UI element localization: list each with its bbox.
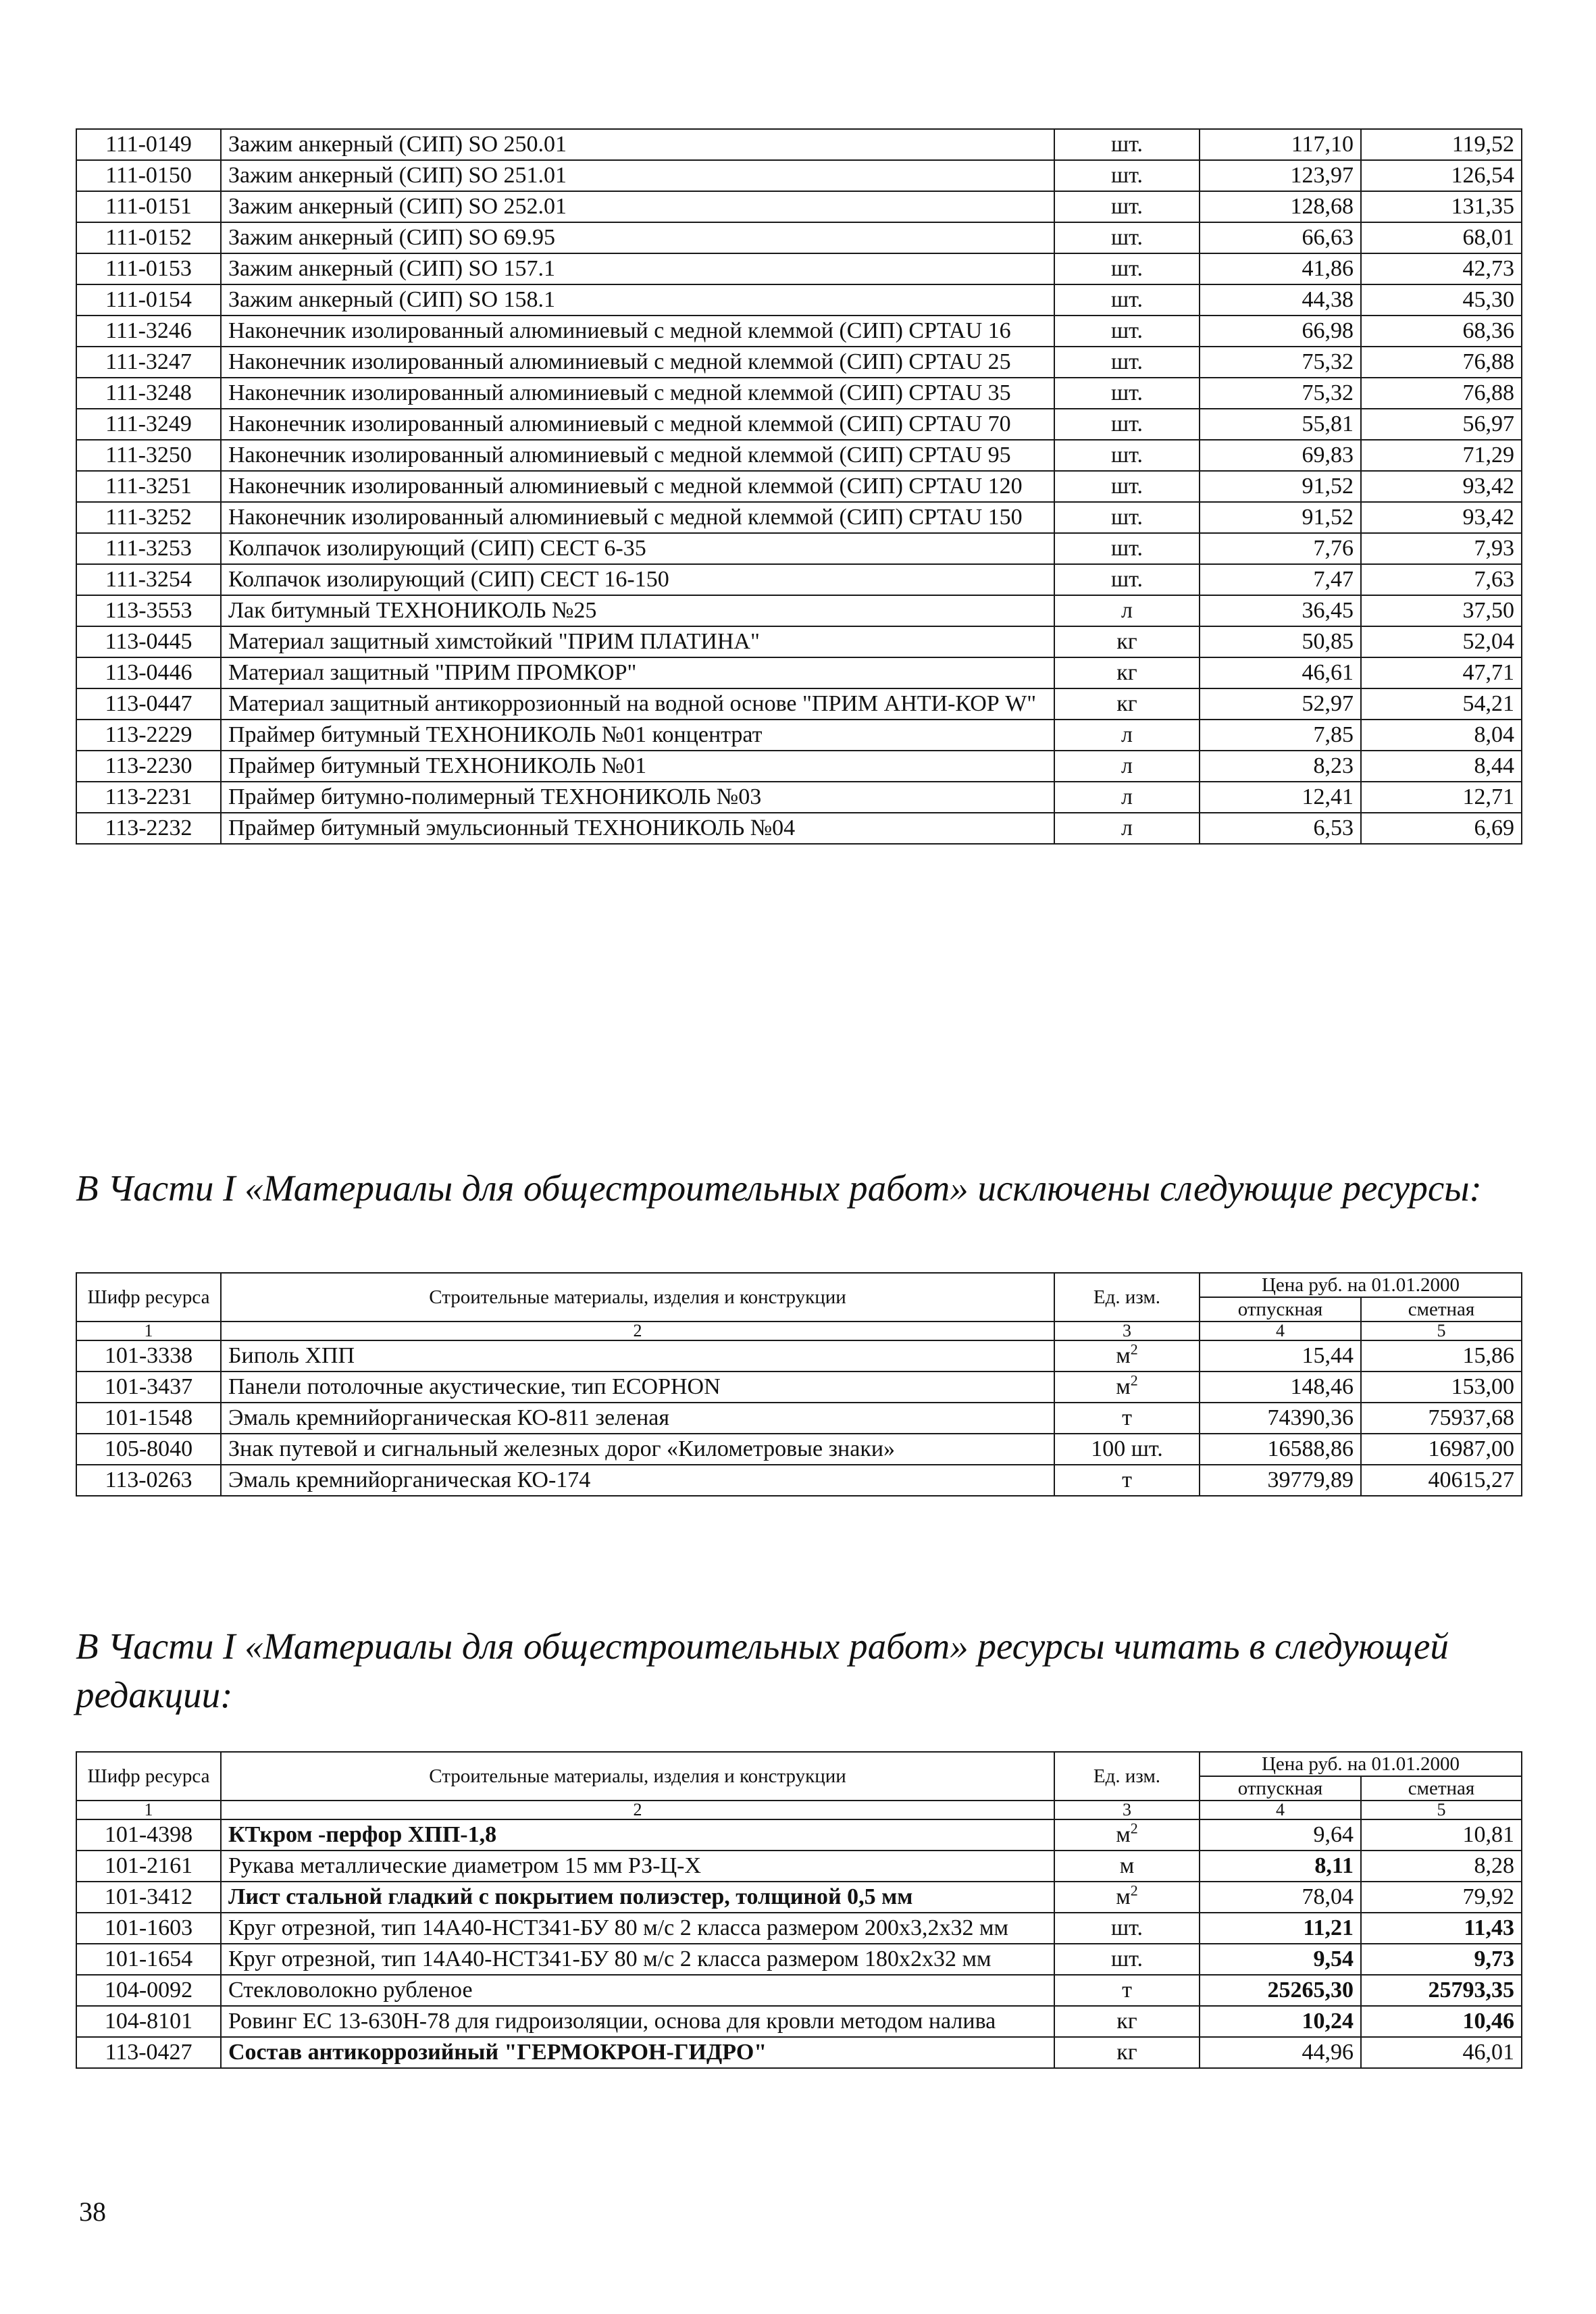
unit-of-measure <box>1054 1882 1200 1913</box>
resource-code: 113-0447 <box>76 688 221 720</box>
release-price: 69,83 <box>1200 440 1361 471</box>
unit-of-measure <box>1054 409 1200 440</box>
release-price: 11,21 <box>1200 1913 1361 1944</box>
release-price: 74390,36 <box>1200 1403 1361 1434</box>
release-price: 6,53 <box>1200 813 1361 844</box>
column-index: 5 <box>1361 1322 1522 1340</box>
estimate-price: 68,36 <box>1361 316 1522 347</box>
estimate-price: 46,01 <box>1361 2037 1522 2068</box>
estimate-price: 15,86 <box>1361 1340 1522 1372</box>
material-name: Знак путевой и сигнальный железных дорог «Километровые знаки» <box>221 1434 1054 1465</box>
unit-text: кг <box>1116 629 1137 654</box>
table-row <box>76 1434 1522 1465</box>
estimate-price: 76,88 <box>1361 378 1522 409</box>
table-row <box>76 1465 1522 1496</box>
table-row <box>76 1975 1522 2006</box>
release-price: 55,81 <box>1200 409 1361 440</box>
table-row <box>76 191 1522 222</box>
unit-of-measure <box>1054 440 1200 471</box>
material-name: Праймер битумный ТЕХНОНИКОЛЬ №01 <box>221 751 1054 782</box>
release-price: 44,96 <box>1200 2037 1361 2068</box>
release-price: 9,64 <box>1200 1819 1361 1851</box>
release-price: 7,85 <box>1200 720 1361 751</box>
unit-text: шт. <box>1111 1946 1143 1971</box>
release-price: 52,97 <box>1200 688 1361 720</box>
table-row <box>76 1882 1522 1913</box>
release-price: 78,04 <box>1200 1882 1361 1913</box>
estimate-price: 8,28 <box>1361 1851 1522 1882</box>
release-price: 66,63 <box>1200 222 1361 253</box>
table-row <box>76 533 1522 564</box>
release-price: 8,11 <box>1200 1851 1361 1882</box>
release-price: 7,47 <box>1200 564 1361 595</box>
header-price-release: отпускная <box>1200 1776 1361 1801</box>
release-price: 91,52 <box>1200 471 1361 502</box>
table-row <box>76 657 1522 688</box>
resource-code: 111-0150 <box>76 160 221 191</box>
resource-code: 113-0446 <box>76 657 221 688</box>
column-index: 2 <box>221 1322 1054 1340</box>
estimate-price: 25793,35 <box>1361 1975 1522 2006</box>
table-row <box>76 1403 1522 1434</box>
unit-text: шт. <box>1111 287 1143 312</box>
unit-of-measure <box>1054 471 1200 502</box>
unit-of-measure <box>1054 1851 1200 1882</box>
unit-text: шт. <box>1111 411 1143 436</box>
estimate-price: 153,00 <box>1361 1372 1522 1403</box>
resource-code: 111-3249 <box>76 409 221 440</box>
unit-of-measure <box>1054 347 1200 378</box>
unit-of-measure <box>1054 751 1200 782</box>
unit-text: м <box>1116 1374 1131 1399</box>
release-price: 75,32 <box>1200 347 1361 378</box>
table-row <box>76 751 1522 782</box>
release-price: 7,76 <box>1200 533 1361 564</box>
table-row <box>76 471 1522 502</box>
release-price: 66,98 <box>1200 316 1361 347</box>
estimate-price: 47,71 <box>1361 657 1522 688</box>
unit-text: шт. <box>1111 380 1143 405</box>
estimate-price: 56,97 <box>1361 409 1522 440</box>
material-name: Зажим анкерный (СИП) SO 157.1 <box>221 253 1054 284</box>
materials-table-continued <box>76 128 1522 845</box>
table-row <box>76 595 1522 626</box>
unit-text: кг <box>1116 691 1137 716</box>
table-row <box>76 626 1522 657</box>
material-name: Наконечник изолированный алюминиевый с медной клеммой (СИП) CPTAU 35 <box>221 378 1054 409</box>
resource-code: 101-3437 <box>76 1372 221 1403</box>
release-price: 44,38 <box>1200 284 1361 316</box>
material-name: Эмаль кремнийорганическая КО-174 <box>221 1465 1054 1496</box>
material-name: Зажим анкерный (СИП) SO 69.95 <box>221 222 1054 253</box>
release-price: 123,97 <box>1200 160 1361 191</box>
unit-of-measure <box>1054 626 1200 657</box>
table-row <box>76 2006 1522 2037</box>
header-price: Цена руб. на 01.01.2000 <box>1200 1273 1522 1297</box>
header-price-estimate: сметная <box>1361 1297 1522 1322</box>
unit-of-measure <box>1054 1944 1200 1975</box>
table-row <box>76 502 1522 533</box>
material-name: Наконечник изолированный алюминиевый с медной клеммой (СИП) CPTAU 70 <box>221 409 1054 440</box>
resource-code: 101-2161 <box>76 1851 221 1882</box>
unit-text: л <box>1121 722 1133 747</box>
unit-of-measure <box>1054 688 1200 720</box>
unit-of-measure <box>1054 160 1200 191</box>
material-name: КТкром -перфор ХПП-1,8 <box>221 1819 1054 1851</box>
table-row <box>76 2037 1522 2068</box>
unit-of-measure <box>1054 813 1200 844</box>
unit-text: м <box>1119 1853 1135 1878</box>
column-index: 1 <box>76 1322 221 1340</box>
material-name: Зажим анкерный (СИП) SO 250.01 <box>221 129 1054 160</box>
unit-of-measure <box>1054 316 1200 347</box>
resource-code: 111-3251 <box>76 471 221 502</box>
table-row <box>76 782 1522 813</box>
material-name: Наконечник изолированный алюминиевый с медной клеммой (СИП) CPTAU 16 <box>221 316 1054 347</box>
unit-text: шт. <box>1111 474 1143 499</box>
unit-text: кг <box>1116 2009 1137 2034</box>
unit-text: 100 шт. <box>1091 1436 1163 1461</box>
unit-of-measure <box>1054 502 1200 533</box>
release-price: 12,41 <box>1200 782 1361 813</box>
table-row <box>76 720 1522 751</box>
estimate-price: 11,43 <box>1361 1913 1522 1944</box>
table-row <box>76 813 1522 844</box>
release-price: 117,10 <box>1200 129 1361 160</box>
unit-of-measure <box>1054 253 1200 284</box>
release-price: 128,68 <box>1200 191 1361 222</box>
unit-of-measure <box>1054 1975 1200 2006</box>
unit-text: шт. <box>1111 132 1143 157</box>
unit-of-measure <box>1054 564 1200 595</box>
estimate-price: 93,42 <box>1361 502 1522 533</box>
material-name: Лист стальной гладкий с покрытием полиэстер, толщиной 0,5 мм <box>221 1882 1054 1913</box>
unit-of-measure <box>1054 2006 1200 2037</box>
table-row <box>76 1944 1522 1975</box>
resource-code: 101-3412 <box>76 1882 221 1913</box>
material-name: Колпачок изолирующий (СИП) CECT 6-35 <box>221 533 1054 564</box>
release-price: 91,52 <box>1200 502 1361 533</box>
material-name: Зажим анкерный (СИП) SO 251.01 <box>221 160 1054 191</box>
unit-text: л <box>1121 784 1133 809</box>
material-name: Материал защитный "ПРИМ ПРОМКОР" <box>221 657 1054 688</box>
resource-code: 113-2231 <box>76 782 221 813</box>
resource-code: 111-3254 <box>76 564 221 595</box>
table-row <box>76 1851 1522 1882</box>
header-name: Строительные материалы, изделия и конструкции <box>221 1752 1054 1801</box>
table-row <box>76 284 1522 316</box>
table-row <box>76 347 1522 378</box>
resource-code: 111-0149 <box>76 129 221 160</box>
resource-code: 113-2229 <box>76 720 221 751</box>
estimate-price: 79,92 <box>1361 1882 1522 1913</box>
unit-of-measure <box>1054 595 1200 626</box>
table-row <box>76 1372 1522 1403</box>
header-code: Шифр ресурса <box>76 1752 221 1801</box>
table-row <box>76 688 1522 720</box>
resource-code: 101-1654 <box>76 1944 221 1975</box>
material-name: Праймер битумный ТЕХНОНИКОЛЬ №01 концентрат <box>221 720 1054 751</box>
unit-of-measure <box>1054 1913 1200 1944</box>
estimate-price: 10,81 <box>1361 1819 1522 1851</box>
unit-text: т <box>1122 1978 1132 2003</box>
table-row <box>76 440 1522 471</box>
table-row <box>76 1913 1522 1944</box>
resource-code: 111-3250 <box>76 440 221 471</box>
header-unit: Ед. изм. <box>1054 1752 1200 1801</box>
resource-code: 101-1603 <box>76 1913 221 1944</box>
release-price: 46,61 <box>1200 657 1361 688</box>
unit-of-measure <box>1054 1434 1200 1465</box>
unit-exponent: 2 <box>1130 1819 1138 1837</box>
unit-of-measure <box>1054 284 1200 316</box>
release-price: 41,86 <box>1200 253 1361 284</box>
excluded-resources-table <box>76 1272 1522 1496</box>
release-price: 36,45 <box>1200 595 1361 626</box>
estimate-price: 9,73 <box>1361 1944 1522 1975</box>
estimate-price: 8,04 <box>1361 720 1522 751</box>
unit-of-measure <box>1054 1819 1200 1851</box>
unit-of-measure <box>1054 191 1200 222</box>
unit-exponent: 2 <box>1130 1372 1138 1389</box>
estimate-price: 37,50 <box>1361 595 1522 626</box>
estimate-price: 12,71 <box>1361 782 1522 813</box>
estimate-price: 93,42 <box>1361 471 1522 502</box>
estimate-price: 6,69 <box>1361 813 1522 844</box>
material-name: Ровинг ЕС 13-630Н-78 для гидроизоляции, основа для кровли методом налива <box>221 2006 1054 2037</box>
release-price: 39779,89 <box>1200 1465 1361 1496</box>
unit-of-measure <box>1054 1403 1200 1434</box>
unit-of-measure <box>1054 533 1200 564</box>
unit-text: шт. <box>1111 567 1143 592</box>
release-price: 15,44 <box>1200 1340 1361 1372</box>
unit-of-measure <box>1054 1340 1200 1372</box>
release-price: 75,32 <box>1200 378 1361 409</box>
unit-of-measure <box>1054 2037 1200 2068</box>
resource-code: 104-8101 <box>76 2006 221 2037</box>
release-price: 9,54 <box>1200 1944 1361 1975</box>
material-name: Зажим анкерный (СИП) SO 158.1 <box>221 284 1054 316</box>
resource-code: 105-8040 <box>76 1434 221 1465</box>
header-price: Цена руб. на 01.01.2000 <box>1200 1752 1522 1776</box>
unit-text: м <box>1116 1822 1131 1847</box>
resource-code: 111-0154 <box>76 284 221 316</box>
resource-code: 111-3247 <box>76 347 221 378</box>
estimate-price: 45,30 <box>1361 284 1522 316</box>
estimate-price: 75937,68 <box>1361 1403 1522 1434</box>
estimate-price: 126,54 <box>1361 160 1522 191</box>
estimate-price: 119,52 <box>1361 129 1522 160</box>
estimate-price: 68,01 <box>1361 222 1522 253</box>
resource-code: 111-3248 <box>76 378 221 409</box>
estimate-price: 8,44 <box>1361 751 1522 782</box>
table-row <box>76 253 1522 284</box>
unit-of-measure <box>1054 720 1200 751</box>
resource-code: 113-3553 <box>76 595 221 626</box>
material-name: Праймер битумно-полимерный ТЕХНОНИКОЛЬ №03 <box>221 782 1054 813</box>
table-row <box>76 1340 1522 1372</box>
release-price: 50,85 <box>1200 626 1361 657</box>
section-heading-revised: В Части I «Материалы для общестроительных работ» ресурсы читать в следующей редакции: <box>76 1626 1449 1715</box>
unit-of-measure <box>1054 378 1200 409</box>
release-price: 16588,86 <box>1200 1434 1361 1465</box>
page-number: 38 <box>79 2196 106 2227</box>
estimate-price: 71,29 <box>1361 440 1522 471</box>
material-name: Праймер битумный эмульсионный ТЕХНОНИКОЛЬ №04 <box>221 813 1054 844</box>
column-index: 4 <box>1200 1801 1361 1819</box>
material-name: Наконечник изолированный алюминиевый с медной клеммой (СИП) CPTAU 150 <box>221 502 1054 533</box>
estimate-price: 76,88 <box>1361 347 1522 378</box>
column-index: 4 <box>1200 1322 1361 1340</box>
unit-text: шт. <box>1111 225 1143 250</box>
resource-code: 101-3338 <box>76 1340 221 1372</box>
unit-text: л <box>1121 815 1133 840</box>
material-name: Зажим анкерный (СИП) SO 252.01 <box>221 191 1054 222</box>
material-name: Наконечник изолированный алюминиевый с медной клеммой (СИП) CPTAU 120 <box>221 471 1054 502</box>
column-index: 3 <box>1054 1322 1200 1340</box>
estimate-price: 7,93 <box>1361 533 1522 564</box>
section-heading-excluded: В Части I «Материалы для общестроительных работ» исключены следующие ресурсы: <box>76 1167 1482 1209</box>
release-price: 8,23 <box>1200 751 1361 782</box>
resource-code: 101-1548 <box>76 1403 221 1434</box>
material-name: Лак битумный ТЕХНОНИКОЛЬ №25 <box>221 595 1054 626</box>
material-name: Материал защитный химстойкий "ПРИМ ПЛАТИНА" <box>221 626 1054 657</box>
unit-exponent: 2 <box>1130 1340 1138 1358</box>
unit-text: т <box>1122 1405 1132 1430</box>
resource-code: 113-2230 <box>76 751 221 782</box>
header-code: Шифр ресурса <box>76 1273 221 1322</box>
unit-text: шт. <box>1111 536 1143 561</box>
release-price: 148,46 <box>1200 1372 1361 1403</box>
column-index: 3 <box>1054 1801 1200 1819</box>
material-name: Стекловолокно рубленое <box>221 1975 1054 2006</box>
unit-text: кг <box>1116 2040 1137 2065</box>
header-name: Строительные материалы, изделия и конструкции <box>221 1273 1054 1322</box>
unit-text: л <box>1121 753 1133 778</box>
revised-resources-table <box>76 1751 1522 2069</box>
table-row <box>76 1819 1522 1851</box>
resource-code: 111-0152 <box>76 222 221 253</box>
material-name: Рукава металлические диаметром 15 мм РЗ-Ц-Х <box>221 1851 1054 1882</box>
estimate-price: 131,35 <box>1361 191 1522 222</box>
resource-code: 113-0263 <box>76 1465 221 1496</box>
unit-text: кг <box>1116 660 1137 685</box>
column-index: 1 <box>76 1801 221 1819</box>
header-unit: Ед. изм. <box>1054 1273 1200 1322</box>
material-name: Колпачок изолирующий (СИП) CECT 16-150 <box>221 564 1054 595</box>
table-row <box>76 160 1522 191</box>
material-name: Материал защитный антикоррозионный на водной основе "ПРИМ АНТИ-КОР W" <box>221 688 1054 720</box>
table-row <box>76 564 1522 595</box>
unit-text: т <box>1122 1467 1132 1492</box>
resource-code: 113-0427 <box>76 2037 221 2068</box>
resource-code: 113-0445 <box>76 626 221 657</box>
resource-code: 111-0151 <box>76 191 221 222</box>
estimate-price: 10,46 <box>1361 2006 1522 2037</box>
unit-text: шт. <box>1111 163 1143 188</box>
table-row <box>76 409 1522 440</box>
unit-of-measure <box>1054 129 1200 160</box>
estimate-price: 52,04 <box>1361 626 1522 657</box>
unit-text: шт. <box>1111 318 1143 343</box>
unit-of-measure <box>1054 222 1200 253</box>
header-price-estimate: сметная <box>1361 1776 1522 1801</box>
unit-of-measure <box>1054 782 1200 813</box>
estimate-price: 40615,27 <box>1361 1465 1522 1496</box>
estimate-price: 16987,00 <box>1361 1434 1522 1465</box>
resource-code: 111-3252 <box>76 502 221 533</box>
material-name: Наконечник изолированный алюминиевый с медной клеммой (СИП) CPTAU 25 <box>221 347 1054 378</box>
table-row <box>76 378 1522 409</box>
material-name: Состав антикоррозийный "ГЕРМОКРОН-ГИДРО" <box>221 2037 1054 2068</box>
unit-of-measure <box>1054 1372 1200 1403</box>
resource-code: 113-2232 <box>76 813 221 844</box>
unit-of-measure <box>1054 1465 1200 1496</box>
material-name: Панели потолочные акустические, тип ECOPHON <box>221 1372 1054 1403</box>
table-row <box>76 316 1522 347</box>
column-index: 2 <box>221 1801 1054 1819</box>
unit-text: шт. <box>1111 349 1143 374</box>
resource-code: 111-0153 <box>76 253 221 284</box>
unit-text: шт. <box>1111 256 1143 281</box>
release-price: 25265,30 <box>1200 1975 1361 2006</box>
unit-text: м <box>1116 1343 1131 1368</box>
table-row <box>76 129 1522 160</box>
resource-code: 101-4398 <box>76 1819 221 1851</box>
material-name: Эмаль кремнийорганическая КО-811 зеленая <box>221 1403 1054 1434</box>
unit-text: л <box>1121 598 1133 623</box>
unit-text: шт. <box>1111 194 1143 219</box>
resource-code: 104-0092 <box>76 1975 221 2006</box>
resource-code: 111-3253 <box>76 533 221 564</box>
unit-of-measure <box>1054 657 1200 688</box>
material-name: Круг отрезной, тип 14А40-НСТ341-БУ 80 м/с 2 класса размером 180х2х32 мм <box>221 1944 1054 1975</box>
material-name: Наконечник изолированный алюминиевый с медной клеммой (СИП) CPTAU 95 <box>221 440 1054 471</box>
unit-exponent: 2 <box>1130 1882 1138 1899</box>
unit-text: шт. <box>1111 505 1143 530</box>
material-name: Биполь ХПП <box>221 1340 1054 1372</box>
table-row <box>76 222 1522 253</box>
estimate-price: 42,73 <box>1361 253 1522 284</box>
unit-text: шт. <box>1111 443 1143 468</box>
header-price-release: отпускная <box>1200 1297 1361 1322</box>
resource-code: 111-3246 <box>76 316 221 347</box>
estimate-price: 54,21 <box>1361 688 1522 720</box>
unit-text: шт. <box>1111 1915 1143 1940</box>
release-price: 10,24 <box>1200 2006 1361 2037</box>
unit-text: м <box>1116 1884 1131 1909</box>
column-index: 5 <box>1361 1801 1522 1819</box>
material-name: Круг отрезной, тип 14А40-НСТ341-БУ 80 м/с 2 класса размером 200х3,2х32 мм <box>221 1913 1054 1944</box>
estimate-price: 7,63 <box>1361 564 1522 595</box>
